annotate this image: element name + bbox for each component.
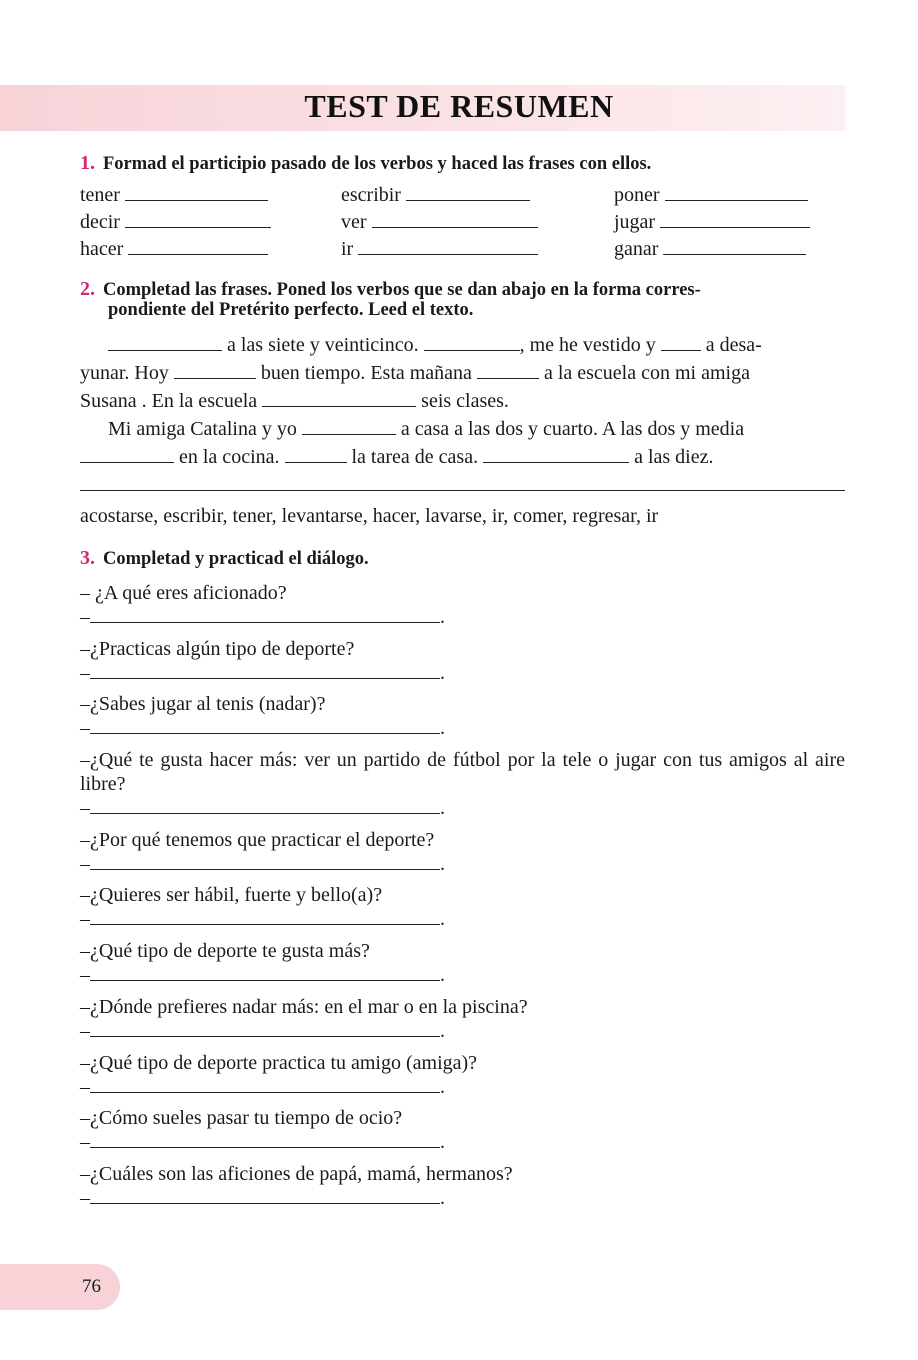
answer-blank[interactable]	[302, 416, 396, 435]
answer-line[interactable]	[90, 1187, 440, 1204]
verb-item: ganar	[614, 236, 806, 261]
answer-line[interactable]	[90, 1076, 440, 1093]
answer-blank[interactable]	[358, 236, 538, 255]
answer-blank[interactable]	[108, 332, 222, 351]
answer-blank[interactable]	[262, 388, 416, 407]
dialog-question: –¿Cuáles son las aficiones de papá, mamá, hermanos?	[80, 1163, 513, 1185]
answer-blank[interactable]	[661, 332, 701, 351]
dialog-answer[interactable]: – .	[80, 1187, 445, 1209]
page-number-tab	[0, 1264, 120, 1310]
dialog-answer[interactable]: – .	[80, 1076, 445, 1098]
text-line: en la cocina. la tarea de casa. a las diez.	[80, 444, 713, 469]
answer-blank[interactable]	[477, 360, 539, 379]
dialog-question: –¿Practicas algún tipo de deporte?	[80, 638, 355, 660]
verb-item: decir	[80, 209, 271, 234]
answer-blank[interactable]	[174, 360, 256, 379]
divider	[80, 490, 845, 491]
answer-line[interactable]	[90, 964, 440, 981]
dialog-question: –¿Sabes jugar al tenis (nadar)?	[80, 693, 326, 715]
answer-blank[interactable]	[125, 209, 271, 228]
dialog-answer[interactable]: – .	[80, 662, 445, 684]
task2-instruction-line1: Completad las frases. Poned los verbos que se dan abajo en la forma corres-	[103, 280, 701, 300]
task1-instruction: Formad el participio pasado de los verbos y haced las frases con ellos.	[103, 154, 652, 174]
task1-heading	[80, 152, 651, 175]
answer-blank[interactable]	[406, 182, 530, 201]
page-number: 76	[82, 1276, 101, 1297]
answer-blank[interactable]	[663, 236, 806, 255]
verb-item: hacer	[80, 236, 268, 261]
answer-blank[interactable]	[424, 332, 520, 351]
task2-number: 2.	[80, 278, 95, 300]
task3-instruction: Completad y practicad el diálogo.	[103, 549, 369, 569]
verb-item: poner	[614, 182, 808, 207]
task1-number: 1.	[80, 152, 95, 174]
verb-list: acostarse, escribir, tener, levantarse, hacer, lavarse, ir, comer, regresar, ir	[80, 505, 659, 527]
answer-line[interactable]	[90, 1020, 440, 1037]
text-line: a las siete y veinticinco. , me he vestido y a desa-	[108, 332, 762, 357]
dialog-answer[interactable]: – .	[80, 606, 445, 628]
dialog-question: –¿Dónde prefieres nadar más: en el mar o en la piscina?	[80, 996, 528, 1018]
dialog-question: –¿Por qué tenemos que practicar el deporte?	[80, 829, 435, 851]
answer-line[interactable]	[90, 797, 440, 814]
verb-item: jugar	[614, 209, 810, 234]
text-line: yunar. Hoy buen tiempo. Esta mañana a la escuela con mi amiga	[80, 362, 750, 384]
page-title: TEST DE RESUMEN	[304, 88, 614, 124]
answer-blank[interactable]	[660, 209, 810, 228]
answer-blank[interactable]	[665, 182, 808, 201]
dialog-answer[interactable]: – .	[80, 1131, 445, 1153]
verb-item: tener	[80, 182, 268, 207]
text-line: Mi amiga Catalina y yo a casa a las dos y cuarto. A las dos y media	[108, 418, 745, 440]
answer-blank[interactable]	[483, 444, 629, 463]
dialog-answer[interactable]: – .	[80, 717, 445, 739]
answer-line[interactable]	[90, 1131, 440, 1148]
dialog-question: –¿Qué tipo de deporte te gusta más?	[80, 940, 370, 962]
dialog-answer[interactable]: – .	[80, 908, 445, 930]
task2-instruction-line2: pondiente del Pretérito perfecto. Leed el texto.	[108, 300, 474, 320]
dialog-question: – ¿A qué eres aficionado?	[80, 582, 287, 604]
answer-line[interactable]	[90, 662, 440, 679]
answer-blank[interactable]	[285, 444, 347, 463]
task2-heading	[80, 278, 845, 301]
answer-line[interactable]	[90, 606, 440, 623]
dialog-question: –¿Qué te gusta hacer más: ver un partido de fútbol por la tele o jugar con tus amigos al aire libre?	[80, 749, 845, 795]
dialog-answer[interactable]: – .	[80, 853, 445, 875]
verb-item: ir	[341, 236, 538, 261]
dialog-question: –¿Quieres ser hábil, fuerte y bello(a)?	[80, 884, 383, 906]
task3-number: 3.	[80, 547, 95, 569]
answer-line[interactable]	[90, 717, 440, 734]
dialog-question: –¿Cómo sueles pasar tu tiempo de ocio?	[80, 1107, 403, 1129]
dialog-question: –¿Qué tipo de deporte practica tu amigo (amiga)?	[80, 1052, 478, 1074]
dialog-answer[interactable]: – .	[80, 797, 445, 819]
verb-item: ver	[341, 209, 538, 234]
verb-item: escribir	[341, 182, 530, 207]
text-line: Susana . En la escuela seis clases.	[80, 390, 509, 412]
answer-blank[interactable]	[372, 209, 538, 228]
dialog-answer[interactable]: – .	[80, 1020, 445, 1042]
answer-blank[interactable]	[125, 182, 268, 201]
dialog-answer[interactable]: – .	[80, 964, 445, 986]
answer-line[interactable]	[90, 908, 440, 925]
task3-heading	[80, 547, 369, 570]
answer-blank[interactable]	[80, 444, 174, 463]
answer-line[interactable]	[90, 853, 440, 870]
answer-blank[interactable]	[128, 236, 268, 255]
